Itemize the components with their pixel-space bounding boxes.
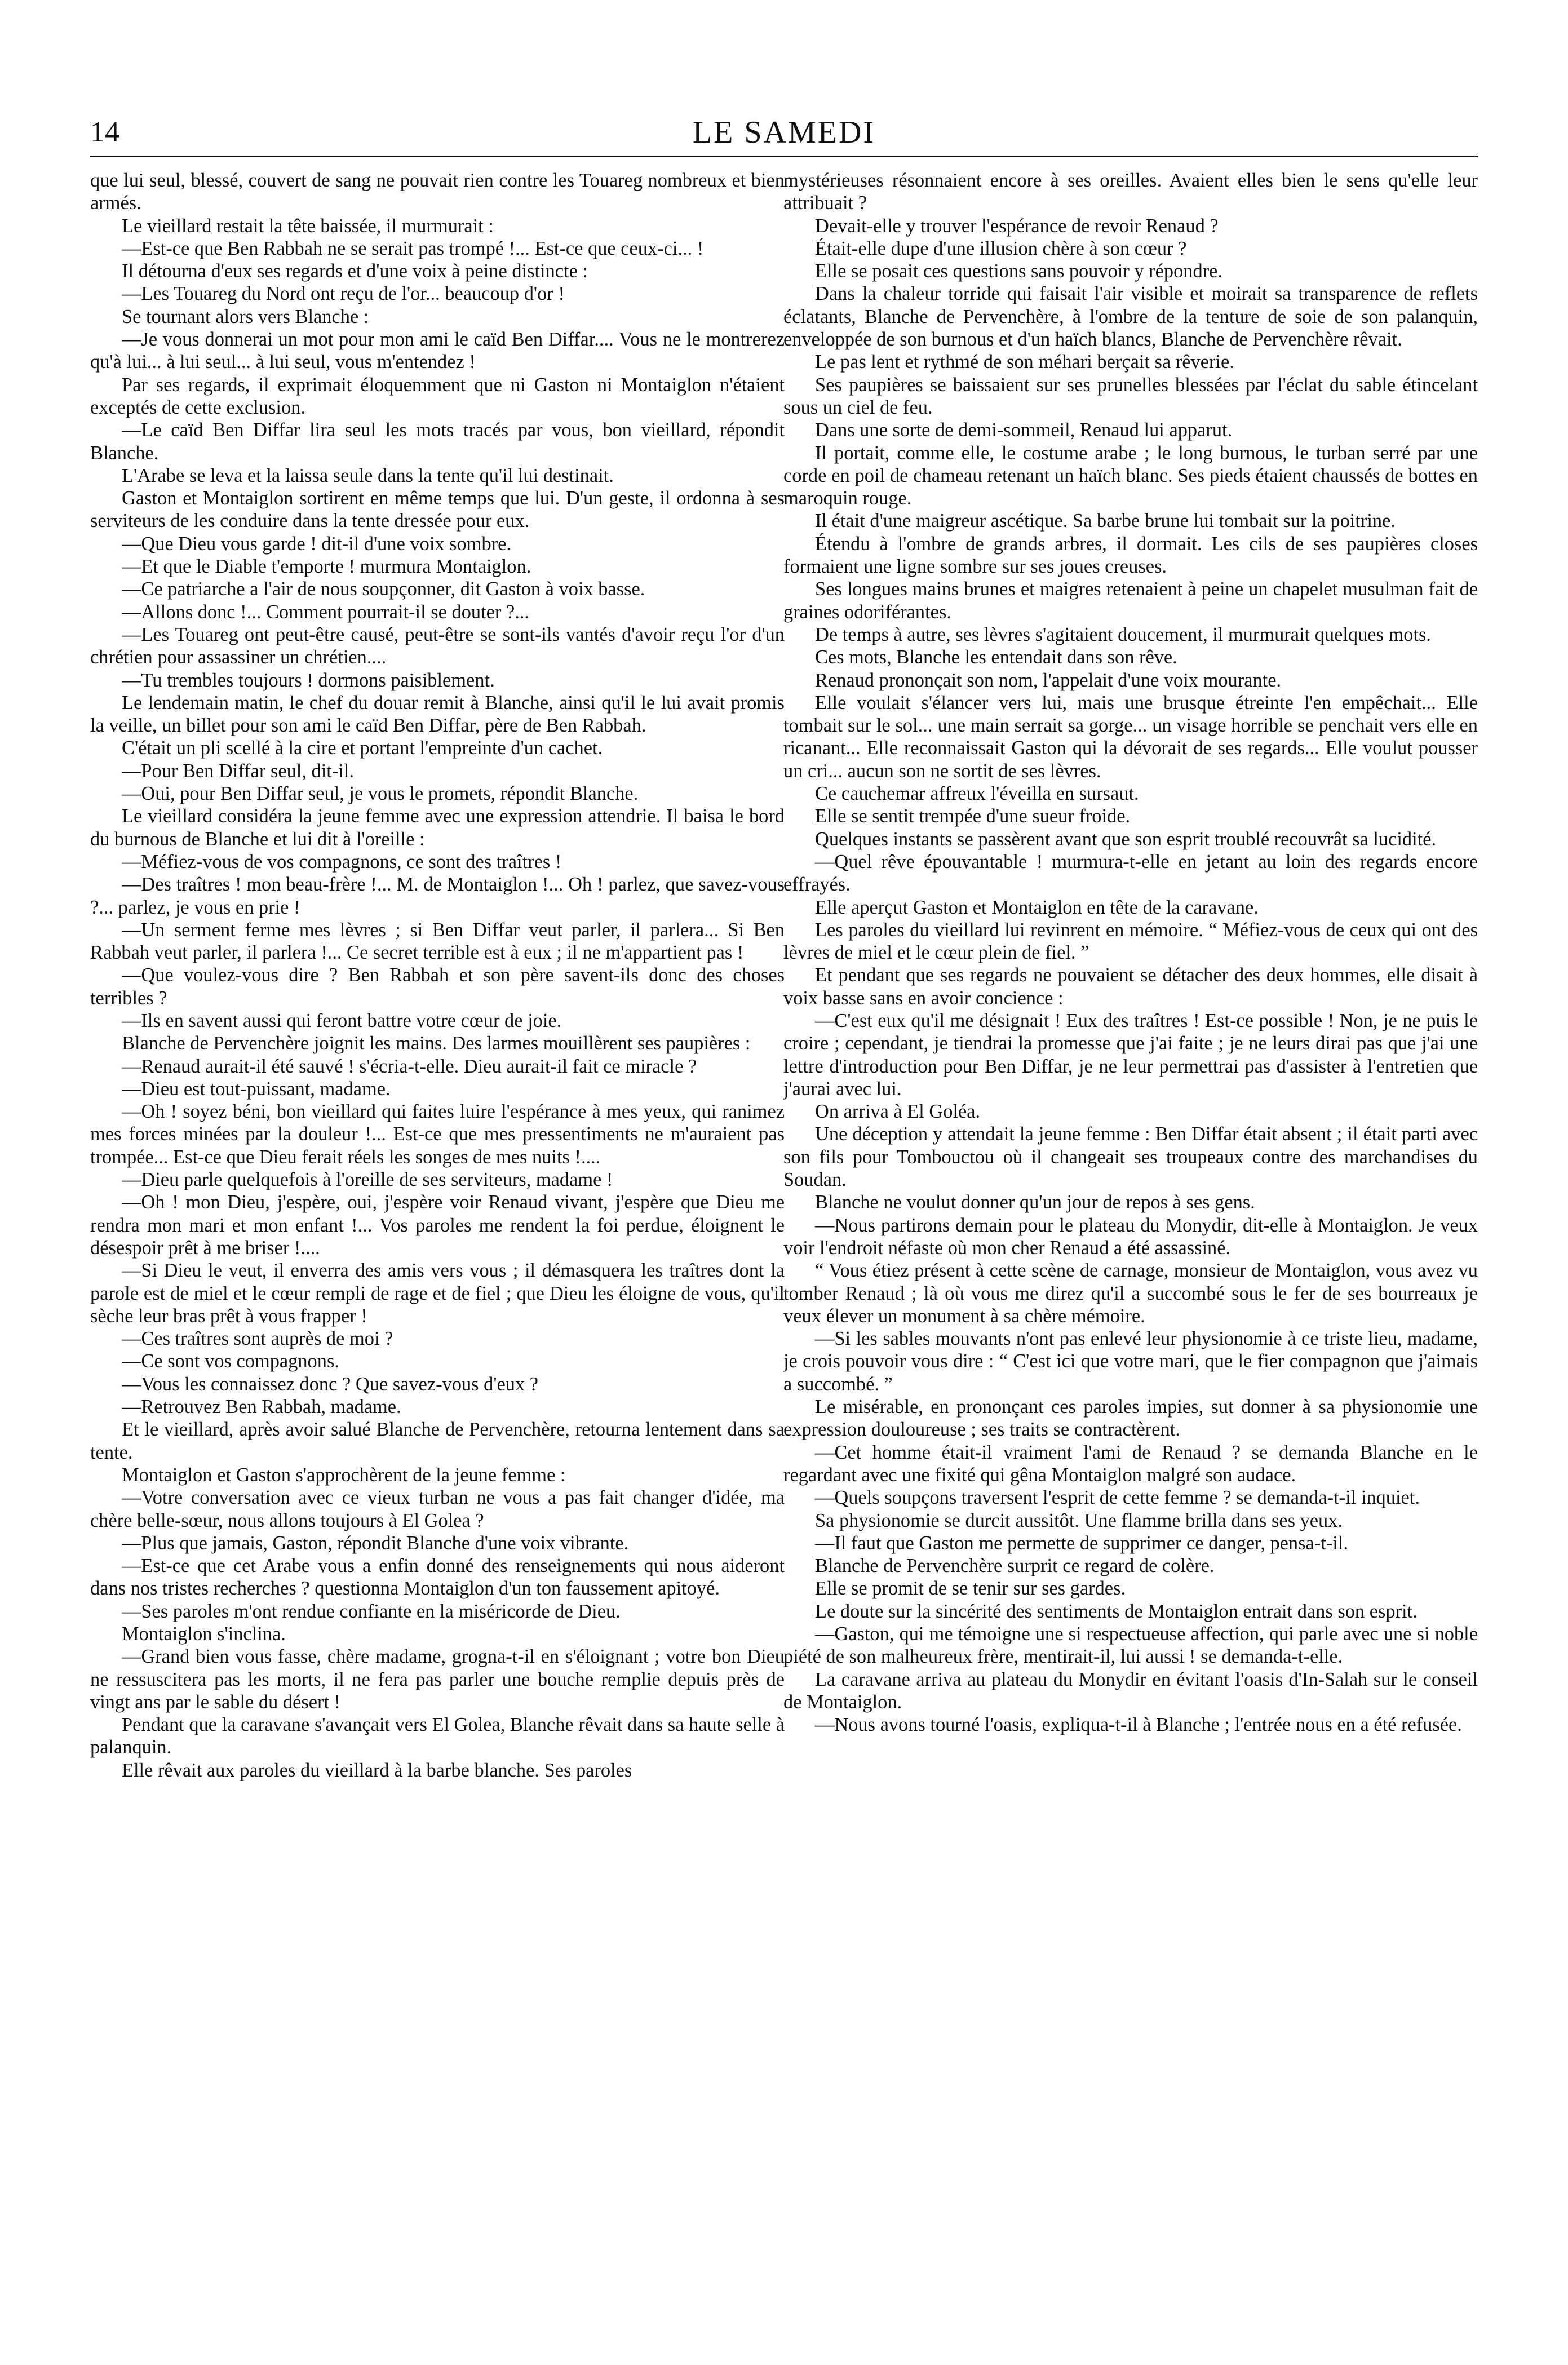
paragraph: Une déception y attendait la jeune femme : Ben Diffar était absent ; il était parti avec son fils pour Tombouctou où il changeait ses troupeaux contre des marchandises du Soudan. (783, 1123, 1478, 1191)
paragraph: —Que voulez-vous dire ? Ben Rabbah et son père savent-ils donc des choses terribles ? (90, 964, 785, 1009)
paragraph: Elle voulait s'élancer vers lui, mais une brusque étreinte l'en empêchait... Elle tombait sur le sol... une main serrait sa gorge... un visage horrible se penchait vers elle en ricanant... Elle reconnaissait Gaston qui la dévorait de ses regards... Elle voulut pousser un cri... aucun son ne sortit de ses lèvres. (783, 692, 1478, 782)
paragraph: —Ce patriarche a l'air de nous soupçonner, dit Gaston à voix basse. (122, 578, 645, 600)
page-title: LE SAMEDI (692, 115, 876, 150)
paragraph: —Ce sont vos compagnons. (122, 1350, 339, 1372)
paragraph: —Vous les connaissez donc ? Que savez-vous d'eux ? (122, 1373, 539, 1395)
paragraph: Et pendant que ses regards ne pouvaient se détacher des deux hommes, elle disait à voix basse sans en avoir concience : (783, 964, 1478, 1009)
paragraph: On arriva à El Goléa. (815, 1101, 981, 1123)
header-rule (90, 156, 1478, 157)
paragraph: —Les Touareg du Nord ont reçu de l'or... beaucoup d'or ! (122, 283, 565, 305)
paragraph: Étendu à l'ombre de grands arbres, il dormait. Les cils de ses paupières closes formaient une ligne sombre sur ses joues creuses. (783, 533, 1478, 578)
paragraph: —Pour Ben Diffar seul, dit-il. (122, 760, 354, 782)
paragraph: —Allons donc !... Comment pourrait-il se douter ?... (122, 601, 530, 623)
paragraph: —Dieu est tout-puissant, madame. (122, 1078, 391, 1100)
paragraph: Elle se sentit trempée d'une sueur froide. (815, 805, 1131, 827)
paragraph: Dans une sorte de demi-sommeil, Renaud lui apparut. (815, 419, 1233, 441)
paragraph: —Si les sables mouvants n'ont pas enlevé leur physionomie à ce triste lieu, madame, je crois pouvoir vous dire : “ C'est ici que votre mari, que le fier compagnon que j'aimais a succombé. ” (783, 1328, 1478, 1395)
paragraph: —Des traîtres ! mon beau-frère !... M. de Montaiglon !... Oh ! parlez, que savez-vous ?... parlez, je vous en prie ! (90, 874, 785, 918)
paragraph: Renaud prononçait son nom, l'appelait d'une voix mourante. (815, 669, 1282, 691)
paragraph: —Oh ! soyez béni, bon vieillard qui faites luire l'espérance à mes yeux, qui ranimez mes forces minées par la douleur !... Est-ce que mes pressentiments ne m'auraient pas trompée... Est-ce que Dieu ferait réels les songes de mes nuits !.... (90, 1101, 785, 1168)
paragraph: Montaiglon et Gaston s'approchèrent de la jeune femme : (122, 1464, 566, 1486)
paragraph: —Est-ce que cet Arabe vous a enfin donné des renseignements qui nous aideront dans nos tristes recherches ? questionna Montaiglon d'un ton faussement apitoyé. (90, 1555, 785, 1600)
paragraph: Blanche de Pervenchère surprit ce regard de colère. (815, 1555, 1215, 1577)
paragraph: que lui seul, blessé, couvert de sang ne pouvait rien contre les Touareg nombreux et bien armés. (90, 170, 785, 214)
paragraph: —Si Dieu le veut, il enverra des amis vers vous ; il démasquera les traîtres dont la parole est de miel et le cœur rempli de rage et de fiel ; que Dieu les éloigne de vous, qu'il sèche leur bras prêt à vous frapper ! (90, 1260, 785, 1327)
paragraph: —Ils en savent aussi qui feront battre votre cœur de joie. (122, 1009, 562, 1031)
paragraph: Elle rêvait aux paroles du vieillard à la barbe blanche. Ses paroles (122, 1759, 632, 1781)
paragraph: Elle se posait ces questions sans pouvoir y répondre. (815, 260, 1223, 282)
paragraph: —Il faut que Gaston me permette de supprimer ce danger, pensa-t-il. (815, 1532, 1348, 1554)
right-column (783, 169, 1478, 2314)
paragraph: Le vieillard considéra la jeune femme avec une expression attendrie. Il baisa le bord du burnous de Blanche et lui dit à l'oreille : (90, 805, 785, 850)
paragraph: —Gaston, qui me témoigne une si respectueuse affection, qui parle avec une si noble piété de son malheureux frère, mentirait-il, lui aussi ! se demanda-t-elle. (783, 1623, 1478, 1668)
paragraph: —Méfiez-vous de vos compagnons, ce sont des traîtres ! (122, 851, 562, 873)
paragraph: Les paroles du vieillard lui revinrent en mémoire. “ Méfiez-vous de ceux qui ont des lèvres de miel et le cœur plein de fiel. ” (783, 919, 1478, 964)
paragraph: Le lendemain matin, le chef du douar remit à Blanche, ainsi qu'il le lui avait promis la veille, un billet pour son ami le caïd Ben Diffar, père de Ben Rabbah. (90, 692, 785, 737)
paragraph: —Oui, pour Ben Diffar seul, je vous le promets, répondit Blanche. (122, 783, 639, 805)
paragraph: “ Vous étiez présent à cette scène de carnage, monsieur de Montaiglon, vous avez vu tomber Renaud ; là où vous me direz qu'il a succombé sous le fer de ses bourreaux je veux élever un monument à sa chère mémoire. (783, 1260, 1478, 1327)
paragraph: —Les Touareg ont peut-être causé, peut-être se sont-ils vantés d'avoir reçu l'or d'un chrétien pour assassiner un chrétien.... (90, 623, 785, 668)
paragraph: —Un serment ferme mes lèvres ; si Ben Diffar veut parler, il parlera... Si Ben Rabbah veut parler, il parlera !... Ce secret terrible est à eux ; il ne m'appartient pas ! (90, 919, 785, 964)
paragraph: Était-elle dupe d'une illusion chère à son cœur ? (815, 237, 1187, 259)
paragraph: Le vieillard restait la tête baissée, il murmurait : (122, 215, 494, 237)
paragraph: —Oh ! mon Dieu, j'espère, oui, j'espère voir Renaud vivant, j'espère que Dieu me rendra mon mari et mon enfant !... Vos paroles me rendent la foi perdue, éloignent le désespoir prêt à me briser !.... (90, 1192, 785, 1259)
paragraph: Ses paupières se baissaient sur ses prunelles blessées par l'éclat du sable étincelant sous un ciel de feu. (783, 374, 1478, 418)
paragraph: —Et que le Diable t'emporte ! murmura Montaiglon. (122, 556, 531, 578)
paragraph: Montaiglon s'inclina. (122, 1623, 286, 1645)
paragraph: Sa physionomie se durcit aussitôt. Une flamme brilla dans ses yeux. (815, 1509, 1343, 1531)
paragraph: Le pas lent et rythmé de son méhari berçait sa rêverie. (815, 351, 1234, 373)
paragraph: —Je vous donnerai un mot pour mon ami le caïd Ben Diffar.... Vous ne le montrerez qu'à lui... à lui seul... à lui seul, vous m'entendez ! (90, 329, 785, 373)
paragraph: —Le caïd Ben Diffar lira seul les mots tracés par vous, bon vieillard, répondit Blanche. (90, 419, 785, 464)
paragraph: Elle se promit de se tenir sur ses gardes. (815, 1578, 1126, 1600)
paragraph: —Cet homme était-il vraiment l'ami de Renaud ? se demanda Blanche en le regardant avec une fixité qui gêna Montaiglon malgré son audace. (783, 1441, 1478, 1486)
paragraph: —Votre conversation avec ce vieux turban ne vous a pas fait changer d'idée, ma chère belle-sœur, nous allons toujours à El Golea ? (90, 1487, 785, 1531)
paragraph: —Quels soupçons traversent l'esprit de cette femme ? se demanda-t-il inquiet. (815, 1487, 1420, 1509)
paragraph: Il était d'une maigreur ascétique. Sa barbe brune lui tombait sur la poitrine. (815, 510, 1396, 532)
paragraph: Pendant que la caravane s'avançait vers El Golea, Blanche rêvait dans sa haute selle à palanquin. (90, 1714, 785, 1759)
paragraph: Gaston et Montaiglon sortirent en même temps que lui. D'un geste, il ordonna à ses serviteurs de les conduire dans la tente dressée pour eux. (90, 488, 785, 532)
paragraph: Par ses regards, il exprimait éloquemment que ni Gaston ni Montaiglon n'étaient exceptés de cette exclusion. (90, 374, 785, 418)
paragraph: Se tournant alors vers Blanche : (122, 305, 369, 327)
paragraph: Il détourna d'eux ses regards et d'une voix à peine distincte : (122, 260, 588, 282)
paragraph: De temps à autre, ses lèvres s'agitaient doucement, il murmurait quelques mots. (815, 623, 1432, 645)
paragraph: Et le vieillard, après avoir salué Blanche de Pervenchère, retourna lentement dans sa tente. (90, 1419, 785, 1463)
paragraph: Ce cauchemar affreux l'éveilla en sursaut. (815, 783, 1139, 805)
page-number: 14 (90, 116, 119, 148)
paragraph: —Plus que jamais, Gaston, répondit Blanche d'une voix vibrante. (122, 1532, 629, 1554)
left-column (90, 169, 785, 2314)
paragraph: —Tu trembles toujours ! dormons paisiblement. (122, 669, 495, 691)
paragraph: Devait-elle y trouver l'espérance de revoir Renaud ? (815, 215, 1219, 237)
paragraph: Ces mots, Blanche les entendait dans son rêve. (815, 646, 1177, 668)
paragraph: La caravane arriva au plateau du Monydir en évitant l'oasis d'In-Salah sur le conseil de Montaiglon. (783, 1668, 1478, 1713)
paragraph: —Quel rêve épouvantable ! murmura-t-elle en jetant au loin des regards encore effrayés. (783, 851, 1478, 896)
paragraph: —C'est eux qu'il me désignait ! Eux des traîtres ! Est-ce possible ! Non, je ne puis le croire ; cependant, je tiendrai la promesse que j'ai faite ; je ne leurs dirai pas que j'ai une lettre d'introduction pour Ben Diffar, je ne leur permettrai pas d'assister à l'entretien que j'aurai avec lui. (783, 1009, 1478, 1100)
running-head (90, 113, 1478, 152)
paragraph: —Dieu parle quelquefois à l'oreille de ses serviteurs, madame ! (122, 1169, 613, 1191)
paragraph: —Retrouvez Ben Rabbah, madame. (122, 1396, 401, 1418)
paragraph: —Que Dieu vous garde ! dit-il d'une voix sombre. (122, 533, 512, 555)
paragraph: L'Arabe se leva et la laissa seule dans la tente qu'il lui destinait. (122, 464, 614, 486)
paragraph: C'était un pli scellé à la cire et portant l'empreinte d'un cachet. (122, 737, 603, 759)
paragraph: Blanche ne voulut donner qu'un jour de repos à ses gens. (815, 1192, 1255, 1213)
paragraph: —Est-ce que Ben Rabbah ne se serait pas trompé !... Est-ce que ceux-ci... ! (122, 237, 704, 259)
paragraph: Il portait, comme elle, le costume arabe ; le long burnous, le turban serré par une corde en poil de chameau retenant un haïch blanc. Ses pieds étaient chaussés de bottes en maroquin rouge. (783, 442, 1478, 510)
paragraph: —Renaud aurait-il été sauvé ! s'écria-t-elle. Dieu aurait-il fait ce miracle ? (122, 1055, 697, 1077)
paragraph: —Ces traîtres sont auprès de moi ? (122, 1328, 393, 1350)
paragraph: Ses longues mains brunes et maigres retenaient à peine un chapelet musulman fait de graines odoriférantes. (783, 578, 1478, 623)
paragraph: Le misérable, en prononçant ces paroles impies, sut donner à sa physionomie une expression douloureuse ; ses traits se contractèrent. (783, 1396, 1478, 1441)
paragraph: mystérieuses résonnaient encore à ses oreilles. Avaient elles bien le sens qu'elle leur attribuait ? (783, 170, 1478, 214)
paragraph: Blanche de Pervenchère joignit les mains. Des larmes mouillèrent ses paupières : (122, 1033, 751, 1055)
paragraph: —Grand bien vous fasse, chère madame, grogna-t-il en s'éloignant ; votre bon Dieu ne ressuscitera pas les morts, il ne fera pas parler une bouche remplie depuis près de vingt ans par le sable du désert ! (90, 1646, 785, 1713)
paragraph: Le doute sur la sincérité des sentiments de Montaiglon entrait dans son esprit. (815, 1600, 1418, 1622)
paragraph: Elle aperçut Gaston et Montaiglon en tête de la caravane. (815, 896, 1259, 918)
paragraph: —Ses paroles m'ont rendue confiante en la miséricorde de Dieu. (122, 1600, 621, 1622)
paragraph: Quelques instants se passèrent avant que son esprit troublé recouvrât sa lucidité. (815, 828, 1437, 850)
paragraph: Dans la chaleur torride qui faisait l'air visible et moirait sa transparence de reflets éclatants, Blanche de Pervenchère, à l'ombre de la tenture de soie de son palanquin, enveloppée de son burnous et d'un haïch blancs, Blanche de Pervenchère rêvait. (783, 283, 1478, 351)
paragraph: —Nous partirons demain pour le plateau du Monydir, dit-elle à Montaiglon. Je veux voir l'endroit néfaste où mon cher Renaud a été assassiné. (783, 1214, 1478, 1259)
paragraph: —Nous avons tourné l'oasis, expliqua-t-il à Blanche ; l'entrée nous en a été refusée. (815, 1714, 1462, 1736)
